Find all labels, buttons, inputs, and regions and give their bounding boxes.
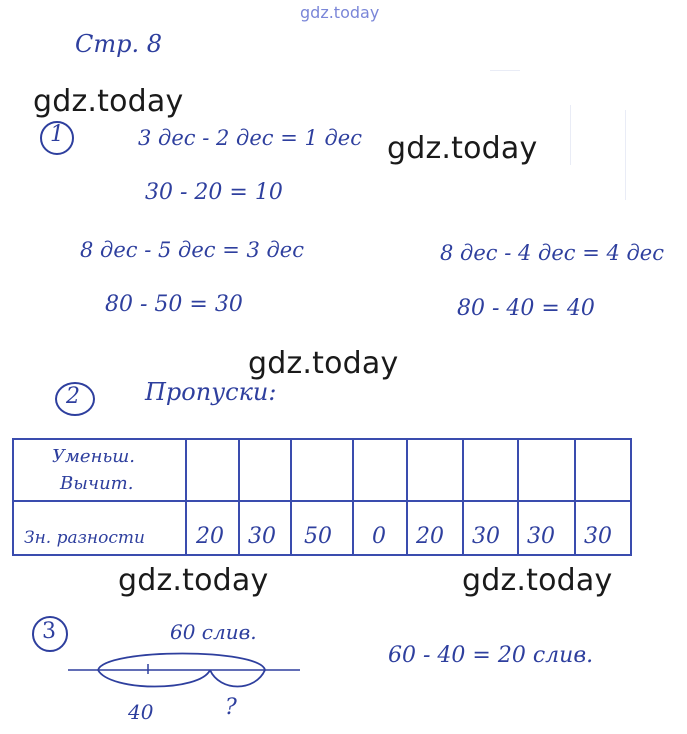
difference-value: 30 <box>472 524 500 549</box>
page-header: Стр. 8 <box>75 30 163 58</box>
difference-value: 30 <box>527 524 555 549</box>
watermark: gdz.today <box>387 131 538 166</box>
table-vline <box>238 438 240 556</box>
diagram-top-label: 60 слив. <box>170 620 257 644</box>
task1-line4: 80 - 50 = 30 <box>105 292 243 317</box>
task1-line1: 3 дес - 2 дес = 1 дес <box>138 126 362 150</box>
segment-diagram <box>60 640 360 700</box>
difference-value: 0 <box>372 524 386 549</box>
diagram-right-brace <box>210 670 265 687</box>
task1-line5: 8 дес - 4 дес = 4 дес <box>440 241 664 265</box>
task3-answer: 60 - 40 = 20 слив. <box>388 643 594 668</box>
task1-number: 1 <box>50 122 64 147</box>
table-vline <box>352 438 354 556</box>
table-hline <box>12 554 632 556</box>
difference-value: 30 <box>584 524 612 549</box>
task2-number: 2 <box>66 384 80 409</box>
watermark: gdz.today <box>33 84 184 119</box>
watermark: gdz.today <box>462 563 613 598</box>
faint-grid-line <box>570 105 571 165</box>
row-label-minuend: Уменьш. <box>52 446 136 467</box>
table-vline <box>12 438 14 556</box>
task2-table <box>12 438 632 556</box>
task1-line3: 8 дес - 5 дес = 3 дес <box>80 238 304 262</box>
task2-title: Пропуски: <box>145 378 277 406</box>
table-vline <box>406 438 408 556</box>
table-hline <box>12 438 632 440</box>
row-label-subtrahend: Вычит. <box>60 473 134 494</box>
table-vline <box>630 438 632 556</box>
task1-line2: 30 - 20 = 10 <box>145 180 283 205</box>
diagram-left-brace <box>98 670 210 687</box>
row-label-difference: Зн. разности <box>24 528 145 548</box>
task3-number: 3 <box>42 619 56 644</box>
faint-grid-line <box>625 110 626 200</box>
table-vline <box>462 438 464 556</box>
diagram-top-brace <box>98 654 265 671</box>
table-vline <box>517 438 519 556</box>
difference-value: 20 <box>416 524 444 549</box>
difference-value: 30 <box>248 524 276 549</box>
top-watermark: gdz.today <box>300 3 380 22</box>
diagram-right-label: ? <box>225 695 237 720</box>
table-vline <box>290 438 292 556</box>
faint-grid-line <box>490 70 520 71</box>
table-vline <box>574 438 576 556</box>
table-vline <box>185 438 187 556</box>
watermark: gdz.today <box>118 563 269 598</box>
table-hline <box>12 500 632 502</box>
difference-value: 50 <box>304 524 332 549</box>
diagram-left-label: 40 <box>128 700 154 724</box>
watermark: gdz.today <box>248 346 399 381</box>
task1-line6: 80 - 40 = 40 <box>457 296 595 321</box>
difference-value: 20 <box>196 524 224 549</box>
